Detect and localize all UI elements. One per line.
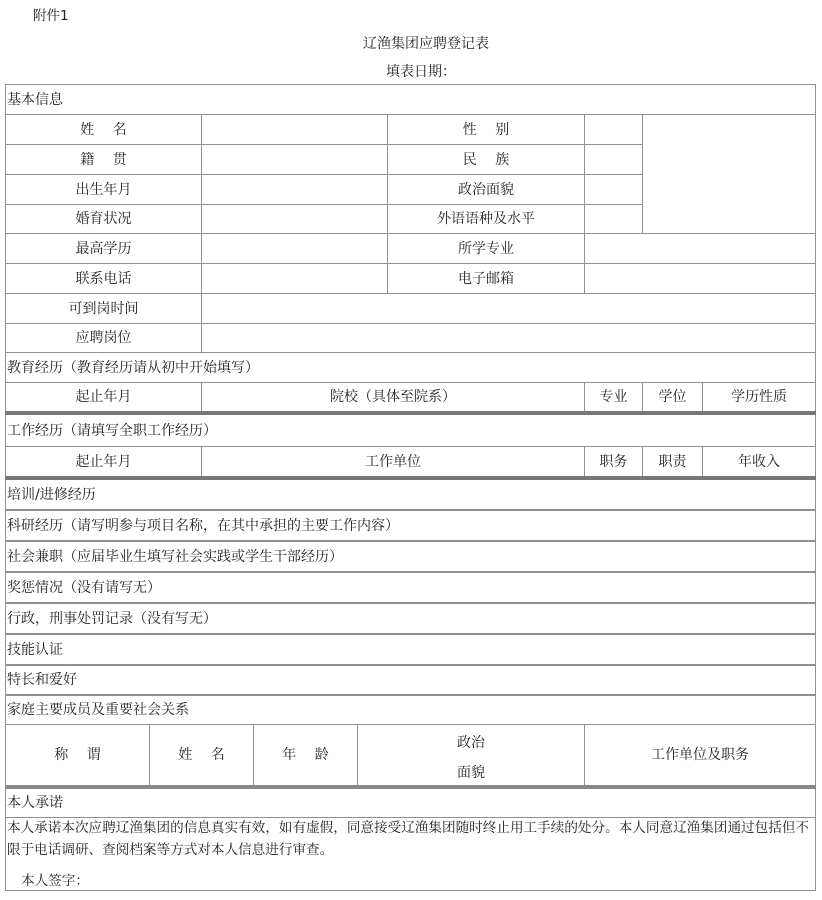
form-title: 辽渔集团应聘登记表 xyxy=(363,36,489,52)
label-education: 最高学历 xyxy=(75,240,132,257)
label-political-status: 政治面貌 xyxy=(458,181,514,198)
label-foreign-language: 外语语种及水平 xyxy=(437,211,535,227)
section-training: 培训/进修经历 xyxy=(7,486,96,503)
family-col-name: 姓 名 xyxy=(178,747,225,763)
attachment-label: 附件1 xyxy=(33,8,69,24)
family-political-line1: 政治 xyxy=(457,735,485,751)
section-work-history: 工作经历（请填写全职工作经历） xyxy=(7,423,217,439)
edu-col-period: 起止年月 xyxy=(75,389,132,405)
field-foreign-language[interactable] xyxy=(585,205,642,233)
section-research: 科研经历（请写明参与项目名称，在其中承担的主要工作内容） xyxy=(7,517,399,534)
label-gender: 性 别 xyxy=(462,121,510,138)
label-available-date: 可到岗时间 xyxy=(68,300,139,317)
field-phone[interactable] xyxy=(202,264,387,293)
work-col-title: 职务 xyxy=(599,453,628,470)
section-promise: 本人承诺 xyxy=(7,795,63,811)
label-ethnicity: 民 族 xyxy=(462,151,510,168)
section-education-history: 教育经历（教育经历请从初中开始填写） xyxy=(7,359,259,376)
promise-text: 本人承诺本次应聘辽渔集团的信息真实有效，如有虚假，同意接受辽渔集团随时终止用工手续的处分。本人同意辽渔集团通过包括但不限于电话调研、查阅档案等方式对本人信息进行审查。 xyxy=(7,820,810,858)
family-col-age: 年 龄 xyxy=(282,747,329,763)
family-col-relation: 称 谓 xyxy=(54,747,101,763)
family-col-political xyxy=(358,725,584,785)
field-birth-date[interactable] xyxy=(202,175,387,204)
family-political-line2: 面貌 xyxy=(457,765,485,781)
field-major[interactable] xyxy=(585,234,815,263)
label-email: 电子邮箱 xyxy=(458,270,514,287)
field-email[interactable] xyxy=(585,264,815,293)
photo-box[interactable] xyxy=(643,115,815,233)
section-penalty: 行政，刑事处罚记录（没有写无） xyxy=(7,610,217,627)
field-name[interactable] xyxy=(202,115,387,144)
field-native-place[interactable] xyxy=(202,145,387,174)
edu-col-type: 学历性质 xyxy=(731,389,787,405)
work-col-duties: 职责 xyxy=(658,453,687,470)
section-family: 家庭主要成员及重要社会关系 xyxy=(7,702,189,718)
label-birth-date: 出生年月 xyxy=(75,181,132,198)
edu-col-major: 专业 xyxy=(599,389,628,405)
work-col-employer: 工作单位 xyxy=(365,453,421,470)
fill-date-label: 填表日期： xyxy=(386,64,456,80)
signature-label: 本人签字： xyxy=(21,873,89,889)
label-native-place: 籍 贯 xyxy=(80,151,127,168)
section-skills: 技能认证 xyxy=(7,641,63,658)
work-col-income: 年收入 xyxy=(738,453,780,470)
label-name: 姓 名 xyxy=(80,121,127,138)
field-available-date[interactable] xyxy=(202,294,815,323)
family-col-workplace: 工作单位及职务 xyxy=(651,747,749,763)
edu-col-degree: 学位 xyxy=(658,389,687,405)
section-basic-info: 基本信息 xyxy=(7,91,63,108)
field-education[interactable] xyxy=(202,234,387,263)
section-hobbies: 特长和爱好 xyxy=(7,672,77,688)
field-ethnicity[interactable] xyxy=(585,145,642,174)
label-marital-status: 婚育状况 xyxy=(75,211,132,227)
field-gender[interactable] xyxy=(585,115,642,144)
field-marital-status[interactable] xyxy=(202,205,387,233)
label-position: 应聘岗位 xyxy=(75,330,132,346)
label-phone: 联系电话 xyxy=(75,270,132,287)
field-position[interactable] xyxy=(202,324,815,352)
label-major: 所学专业 xyxy=(458,240,514,257)
section-awards: 奖惩情况（没有请写无） xyxy=(7,579,161,596)
edu-col-school: 院校（具体至院系） xyxy=(330,389,456,405)
section-social: 社会兼职（应届毕业生填写社会实践或学生干部经历） xyxy=(7,548,343,565)
work-col-period: 起止年月 xyxy=(75,453,132,470)
field-political-status[interactable] xyxy=(585,175,642,204)
